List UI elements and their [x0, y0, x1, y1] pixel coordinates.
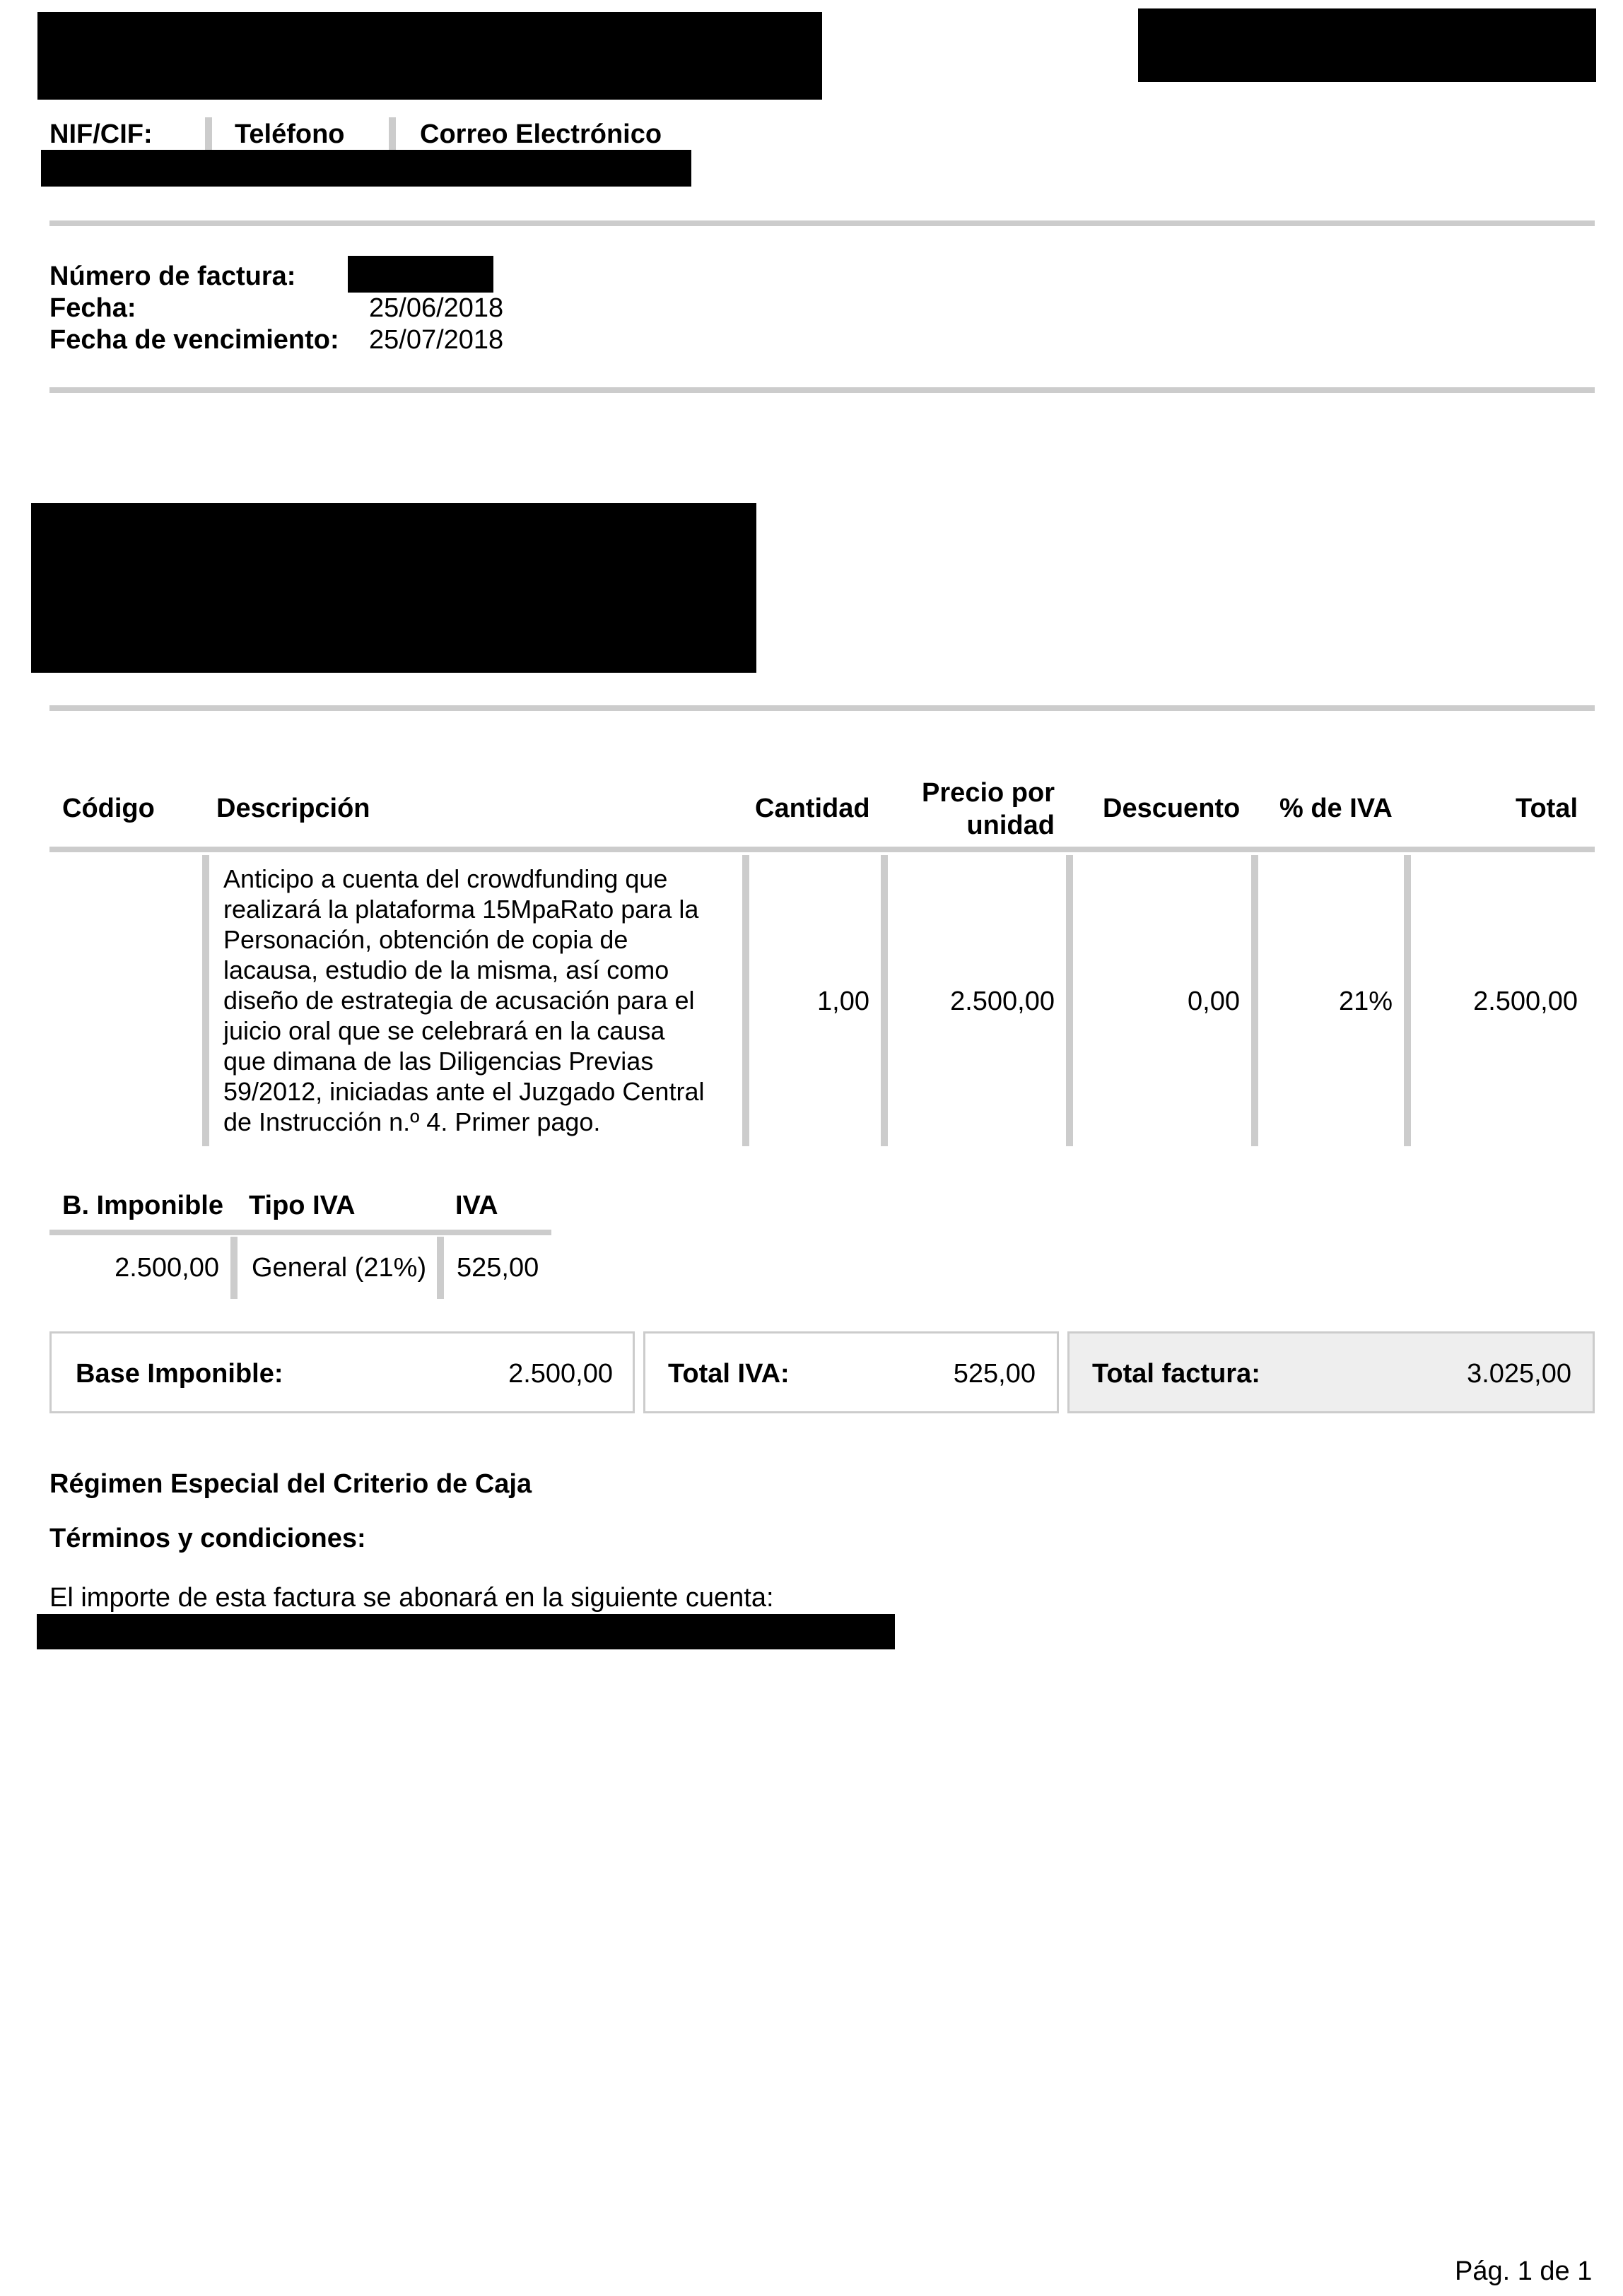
base-imponible-label: Base Imponible: [76, 1359, 283, 1389]
tax-iva-value: 525,00 [457, 1253, 539, 1283]
terminos-heading: Términos y condiciones: [49, 1524, 366, 1553]
item-precio: 2.500,00 [950, 987, 1055, 1016]
item-iva: 21% [1338, 987, 1393, 1016]
date-label: Fecha: [49, 293, 136, 323]
column-separator [202, 855, 209, 1146]
total-factura-value: 3.025,00 [1467, 1359, 1571, 1389]
email-label: Correo Electrónico [420, 119, 662, 149]
divider [49, 220, 1595, 226]
col-header-descripcion: Descripción [216, 794, 370, 823]
redacted-contact-values [41, 150, 691, 187]
separator [205, 117, 212, 150]
tax-header-tipo: Tipo IVA [249, 1191, 356, 1220]
tax-tipo-value: General (21%) [252, 1253, 427, 1283]
total-factura-label: Total factura: [1092, 1359, 1260, 1389]
divider [49, 387, 1595, 393]
item-description [223, 864, 739, 1137]
col-header-cantidad: Cantidad [755, 794, 870, 823]
description-line: Anticipo a cuenta del crowdfunding que [223, 864, 668, 893]
page-number: Pág. 1 de 1 [1455, 2256, 1593, 2286]
cuenta-text: El importe de esta factura se abonará en la siguiente cuenta: [49, 1583, 774, 1613]
item-total: 2.500,00 [1473, 987, 1578, 1016]
divider [49, 705, 1595, 711]
tax-header-base: B. Imponible [62, 1191, 223, 1220]
total-iva-label: Total IVA: [668, 1359, 790, 1389]
tax-header-divider [49, 1230, 551, 1235]
phone-label: Teléfono [235, 119, 345, 149]
total-iva-value: 525,00 [953, 1359, 1036, 1389]
column-separator [1251, 855, 1258, 1146]
due-date-value: 25/07/2018 [369, 325, 504, 355]
col-header-descuento: Descuento [1103, 794, 1241, 823]
col-header-precio-line1: Precio por [922, 778, 1055, 808]
date-value: 25/06/2018 [369, 293, 504, 323]
column-separator [1066, 855, 1073, 1146]
column-separator [1404, 855, 1411, 1146]
nif-label: NIF/CIF: [49, 119, 153, 149]
item-cantidad: 1,00 [817, 987, 869, 1016]
item-descuento: 0,00 [1188, 987, 1240, 1016]
col-header-precio-line2: unidad [966, 811, 1055, 840]
base-imponible-box [49, 1331, 635, 1413]
description-line: de Instrucción n.º 4. Primer pago. [223, 1107, 601, 1136]
due-date-label: Fecha de vencimiento: [49, 325, 339, 355]
tax-base-value: 2.500,00 [115, 1253, 219, 1283]
column-separator [437, 1237, 444, 1299]
description-line: diseño de estrategia de acusación para el [223, 986, 695, 1015]
invoice-number-label: Número de factura: [49, 261, 296, 291]
col-header-iva: % de IVA [1279, 794, 1393, 823]
redacted-header-right [1138, 8, 1596, 82]
col-header-codigo: Código [62, 794, 155, 823]
col-header-precio [877, 777, 1055, 842]
description-line: 59/2012, iniciadas ante el Juzgado Central [223, 1077, 705, 1106]
total-factura-box [1067, 1331, 1595, 1413]
table-header-divider [49, 847, 1595, 852]
regimen-text: Régimen Especial del Criterio de Caja [49, 1469, 532, 1499]
description-line: realizará la plataforma 15MpaRato para la [223, 895, 699, 924]
description-line: que dimana de las Diligencias Previas [223, 1047, 654, 1076]
column-separator [230, 1237, 238, 1299]
column-separator [881, 855, 888, 1146]
description-line: lacausa, estudio de la misma, así como [223, 955, 669, 984]
description-line: juicio oral que se celebrará en la causa [223, 1016, 665, 1045]
base-imponible-value: 2.500,00 [508, 1359, 613, 1389]
redacted-bank-account [37, 1614, 895, 1649]
description-line: Personación, obtención de copia de [223, 925, 628, 954]
col-header-total: Total [1516, 794, 1578, 823]
tax-header-iva: IVA [455, 1191, 498, 1220]
redacted-company-name [37, 12, 822, 100]
column-separator [742, 855, 749, 1146]
total-iva-box [643, 1331, 1059, 1413]
redacted-invoice-number [348, 256, 493, 293]
separator [389, 117, 396, 150]
redacted-client-block [31, 503, 756, 673]
